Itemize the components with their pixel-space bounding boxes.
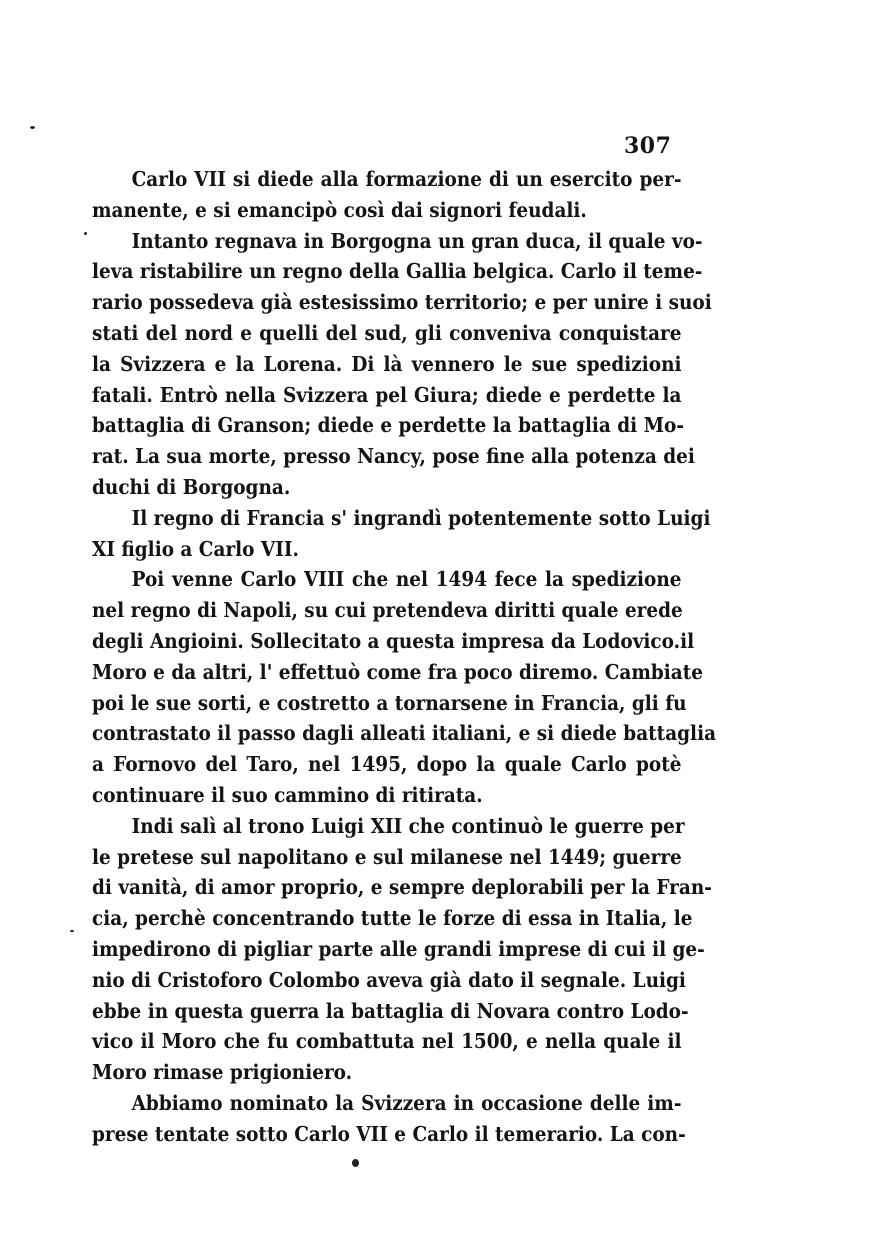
text-line: rario possedeva già estesissimo territorio; e per unire i suoi	[92, 290, 712, 315]
text-line: Moro rimase prigioniero.	[92, 1060, 353, 1085]
text-line: a Fornovo del Taro, nel 1495, dopo la quale Carlo potè	[92, 752, 682, 777]
text-line: la Svizzera e la Lorena. Di là vennero le sue spedizioni	[92, 351, 682, 376]
text-line: rat. La sua morte, presso Nancy, pose fine alla potenza dei	[92, 444, 695, 469]
text-line: ebbe in questa guerra la battaglia di Novara contro Lodo-	[92, 998, 689, 1023]
text-line: Abbiamo nominato la Svizzera in occasione delle im-	[131, 1090, 682, 1115]
text-line: nio di Cristoforo Colombo aveva già dato il segnale. Luigi	[92, 967, 686, 992]
text-line: Intanto regnava in Borgogna un gran duca, il quale vo-	[131, 228, 703, 253]
text-line: leva ristabilire un regno della Gallia belgica. Carlo il teme-	[92, 259, 703, 284]
text-line: degli Angioini. Sollecitato a questa impresa da Lodovico.il	[92, 628, 695, 653]
scan-speck	[70, 930, 74, 932]
text-line: XI figlio a Carlo VII.	[92, 536, 299, 561]
scan-speck	[30, 126, 35, 129]
text-line: contrastato il passo dagli alleati italiani, e si diede battaglia	[92, 721, 717, 746]
body-text	[92, 164, 717, 1150]
page-number: 307	[624, 133, 672, 159]
text-line: manente, e si emancipò così dai signori feudali.	[92, 197, 587, 222]
text-line: cia, perchè concentrando tutte le forze di essa in Italia, le	[92, 906, 693, 931]
text-line: continuare il suo cammino di ritirata.	[92, 782, 483, 807]
text-line: di vanità, di amor proprio, e sempre deplorabili per la Fran-	[92, 875, 712, 900]
text-line: battaglia di Granson; diede e perdette la battaglia di Mo-	[92, 413, 685, 438]
text-line: vico il Moro che fu combattuta nel 1500, e nella quale il	[92, 1029, 682, 1054]
text-line: Carlo VII si diede alla formazione di un esercito per-	[131, 167, 682, 191]
text-line: impedirono di pigliar parte alle grandi imprese di cui il ge-	[92, 936, 705, 961]
text-line: stati del nord e quelli del sud, gli conveniva conquistare	[92, 320, 682, 345]
text-line: Indi salì al trono Luigi XII che continuò le guerre per	[131, 813, 685, 838]
text-line: le pretese sul napolitano e sul milanese nel 1449; guerre	[92, 844, 682, 869]
scan-speck	[352, 1159, 359, 1167]
text-line: duchi di Borgogna.	[92, 474, 291, 499]
text-line: poi le sue sorti, e costretto a tornarsene in Francia, gli fu	[92, 690, 687, 715]
text-line: nel regno di Napoli, su cui pretendeva diritti quale erede	[92, 598, 683, 623]
text-line: Il regno di Francia s' ingrandì potentemente sotto Luigi	[131, 505, 711, 530]
text-line: Poi venne Carlo VIII che nel 1494 fece la spedizione	[131, 567, 682, 592]
text-line: prese tentate sotto Carlo VII e Carlo il temerario. La con-	[92, 1121, 686, 1146]
text-line: fatali. Entrò nella Svizzera pel Giura; diede e perdette la	[92, 382, 682, 407]
scan-speck	[84, 232, 87, 235]
text-line: Moro e da altri, l' effettuò come fra poco diremo. Cambiate	[92, 659, 704, 684]
